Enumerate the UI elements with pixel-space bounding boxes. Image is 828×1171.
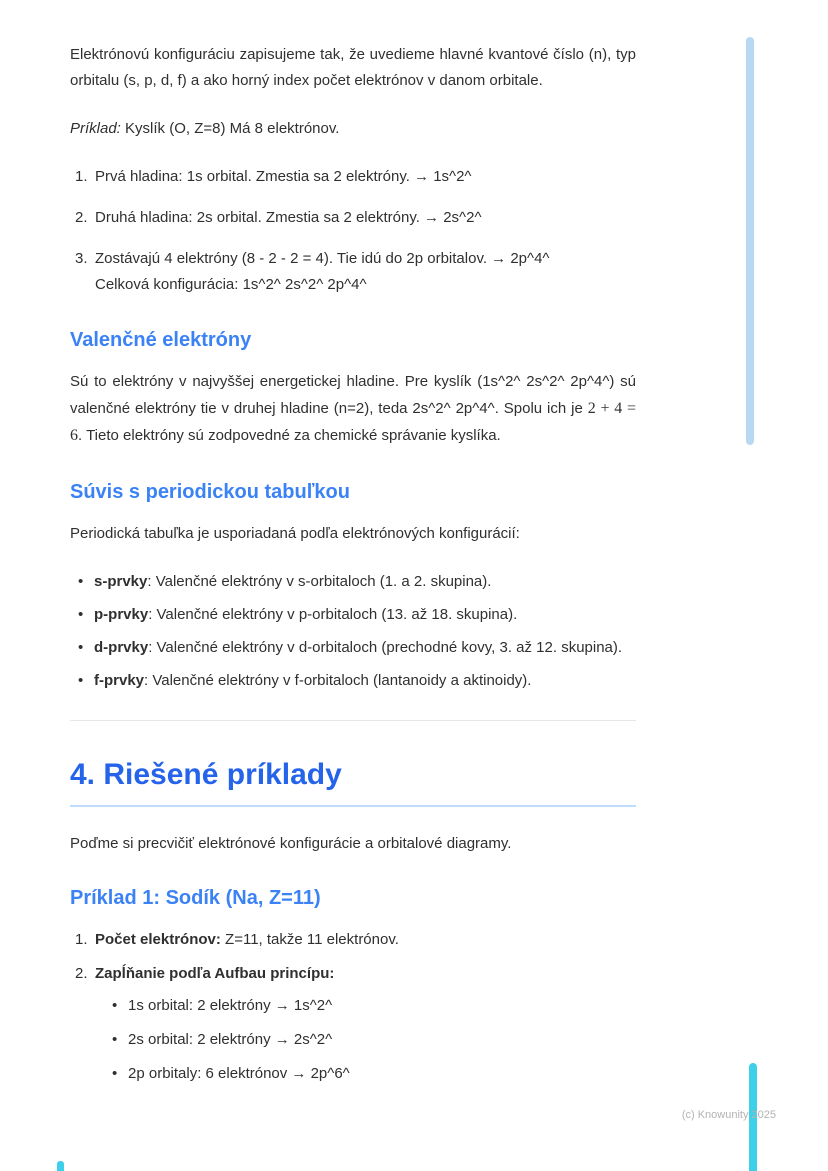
bullet-description: : Valenčné elektróny v d-orbitaloch (prechodné kovy, 3. až 12. skupina). bbox=[148, 638, 623, 656]
bullet-term: f-prvky bbox=[94, 671, 145, 689]
page-edge-bar-left bbox=[57, 1161, 64, 1171]
list-item-text: 1s orbital: 2 elektróny → 1s^2^ bbox=[128, 997, 333, 1015]
list-item-line2: Celková konfigurácia: 1s^2^ 2s^2^ 2p^4^ bbox=[95, 275, 367, 293]
list-item bbox=[70, 635, 636, 661]
example-text: Kyslík (O, Z=8) Má 8 elektrónov. bbox=[120, 119, 340, 137]
bullet-marker: • bbox=[112, 997, 118, 1015]
list-item bbox=[95, 993, 636, 1019]
bullet-description: : Valenčné elektróny v p-orbitaloch (13. až 18. skupina). bbox=[148, 605, 518, 623]
list-item-text bbox=[94, 602, 636, 628]
list-item bbox=[70, 205, 636, 231]
list-item-text bbox=[95, 927, 636, 953]
list-item bbox=[70, 961, 636, 1095]
math-expression: 2 + 4 = 6 bbox=[70, 399, 636, 445]
list-item bbox=[95, 1027, 636, 1053]
step-term: Počet elektrónov: bbox=[95, 931, 221, 949]
periodic-bullet-list bbox=[70, 569, 636, 694]
list-item-text: Prvá hladina: 1s orbital. Zmestia sa 2 elektróny. → 1s^2^ bbox=[95, 167, 472, 185]
list-item-text bbox=[94, 668, 636, 694]
bullet-marker: • bbox=[112, 1031, 118, 1049]
list-item bbox=[70, 246, 636, 298]
bullet-marker: • bbox=[112, 1065, 118, 1083]
sodium-steps-list bbox=[70, 927, 636, 1095]
list-item bbox=[70, 569, 636, 595]
valence-paragraph bbox=[70, 369, 636, 450]
list-marker: 2. bbox=[75, 965, 88, 983]
list-marker: 1. bbox=[75, 167, 88, 185]
list-marker: 2. bbox=[75, 208, 88, 226]
section-heading-valence: Valenčné elektróny bbox=[70, 328, 252, 351]
example-label: Príklad: bbox=[70, 119, 121, 137]
bullet-marker: • bbox=[78, 605, 84, 623]
bullet-term: s-prvky bbox=[94, 572, 148, 590]
list-item-text: Druhá hladina: 2s orbital. Zmestia sa 2 elektróny. → 2s^2^ bbox=[95, 208, 482, 226]
list-item-text bbox=[94, 635, 636, 661]
bullet-marker: • bbox=[78, 572, 84, 590]
example-paragraph bbox=[70, 116, 636, 142]
step-description: Z=11, takže 11 elektrónov. bbox=[220, 931, 399, 949]
section-divider bbox=[70, 720, 636, 721]
list-item bbox=[95, 1061, 636, 1087]
list-item-text: 2s orbital: 2 elektróny → 2s^2^ bbox=[128, 1031, 333, 1049]
list-item-text bbox=[95, 961, 636, 1095]
chapter-heading: 4. Riešené príklady bbox=[70, 757, 636, 807]
list-item bbox=[70, 164, 636, 190]
bullet-marker: • bbox=[78, 638, 84, 656]
bullet-description: : Valenčné elektróny v s-orbitaloch (1. a 2. skupina). bbox=[147, 572, 492, 590]
aufbau-sub-list bbox=[95, 993, 636, 1087]
list-item bbox=[70, 602, 636, 628]
list-item-text bbox=[94, 569, 636, 595]
example1-heading: Príklad 1: Sodík (Na, Z=11) bbox=[70, 887, 321, 910]
document-content bbox=[70, 42, 636, 1119]
list-item-text bbox=[95, 246, 636, 298]
list-marker: 3. bbox=[75, 249, 88, 267]
list-marker: 1. bbox=[75, 931, 88, 949]
periodic-intro: Periodická tabuľka je usporiadaná podľa elektrónových konfigurácií: bbox=[70, 524, 520, 542]
solved-intro: Poďme si precvičiť elektrónové konfigurácie a orbitalové diagramy. bbox=[70, 834, 512, 852]
section-heading-periodic: Súvis s periodickou tabuľkou bbox=[70, 480, 350, 503]
list-item-text: 2p orbitaly: 6 elektrónov → 2p^6^ bbox=[128, 1065, 350, 1083]
step-term: Zapĺňanie podľa Aufbau princípu: bbox=[95, 965, 335, 983]
list-item bbox=[70, 668, 636, 694]
bullet-term: p-prvky bbox=[94, 605, 149, 623]
copyright-watermark: (c) Knowunity 2025 bbox=[681, 1109, 776, 1121]
valence-text-before: Sú to elektróny v najvyššej energetickej hladine. Pre kyslík (1s^2^ 2s^2^ 2p^4^) sú valenčné elektróny tie v druhej hladine (n=2), teda 2s^2^ 2p^4^. Spolu ich je bbox=[70, 372, 636, 417]
list-item-line1: Zostávajú 4 elektróny (8 - 2 - 2 = 4). Tie idú do 2p orbitalov. → 2p^4^ bbox=[95, 249, 550, 267]
intro-paragraph: Elektrónovú konfiguráciu zapisujeme tak, že uvedieme hlavné kvantové číslo (n), typ orbitalu (s, p, d, f) a ako horný index počet elektrónov v danom orbitale. bbox=[70, 46, 636, 89]
bullet-description: : Valenčné elektróny v f-orbitaloch (lantanoidy a aktinoidy). bbox=[144, 671, 532, 689]
bullet-marker: • bbox=[78, 671, 84, 689]
scroll-indicator-bar[interactable] bbox=[746, 37, 754, 445]
list-item bbox=[70, 927, 636, 953]
oxygen-steps-list bbox=[70, 164, 636, 298]
bullet-term: d-prvky bbox=[94, 638, 149, 656]
valence-text-after: . Tieto elektróny sú zodpovedné za chemické správanie kyslíka. bbox=[78, 427, 501, 445]
